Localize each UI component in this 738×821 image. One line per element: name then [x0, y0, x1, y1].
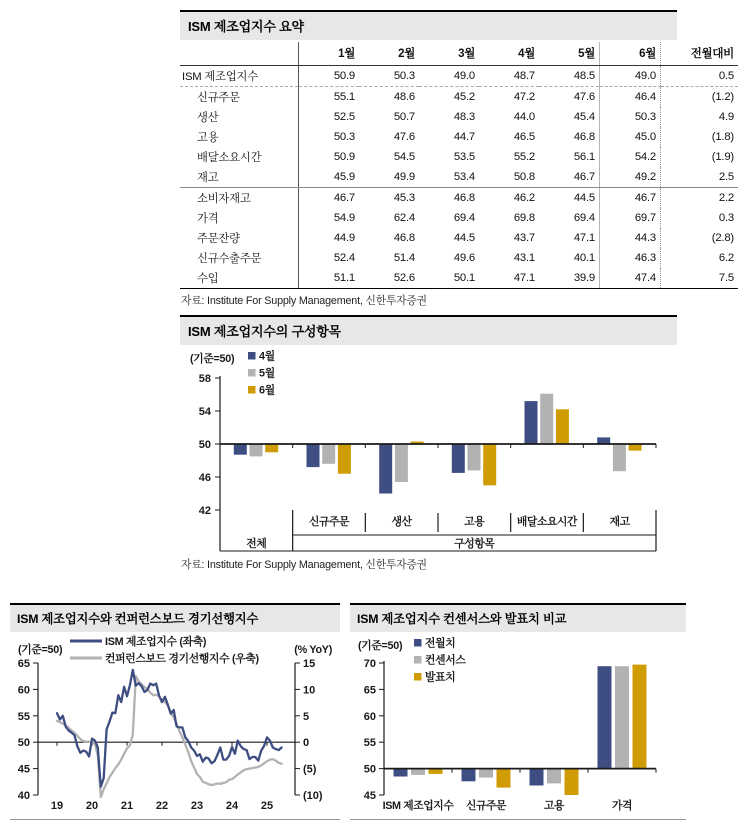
table-cell: 47.4 [600, 268, 661, 289]
y-tick-label: 60 [18, 684, 30, 696]
components-chart-section [180, 315, 677, 572]
table-cell: 43.7 [479, 228, 539, 248]
y-tick-label: 65 [364, 684, 376, 696]
y-tick-label: 0 [303, 737, 309, 749]
bar [497, 769, 511, 788]
table-cell: 50.3 [600, 107, 661, 127]
summary-table-source: 자료: Institute For Supply Management, 신한투자증권 [180, 293, 677, 308]
table-cell: 47.6 [359, 127, 419, 147]
bar [598, 666, 612, 768]
y-tick-label: (10) [303, 790, 323, 802]
table-cell: 46.8 [419, 188, 479, 209]
table-cell: 46.8 [359, 228, 419, 248]
bar [338, 444, 351, 474]
table-cell: 43.1 [479, 248, 539, 268]
series-line [57, 676, 282, 797]
y-tick-label: 70 [364, 658, 376, 670]
table-cell: 47.6 [539, 87, 600, 108]
bar [395, 444, 408, 482]
table-cell: 46.8 [539, 127, 600, 147]
table-row [180, 87, 738, 108]
table-cell: 56.1 [539, 147, 600, 167]
y-tick-label: 40 [18, 790, 30, 802]
ism-lei-line-chart [10, 632, 340, 819]
category-label: 재고 [610, 514, 631, 528]
table-cell: 0.5 [661, 66, 738, 87]
table-cell: 46.7 [539, 167, 600, 188]
table-cell: 45.4 [539, 107, 600, 127]
table-row [180, 188, 738, 209]
y-tick-label: (5) [303, 764, 317, 776]
ism-summary-table [180, 42, 738, 289]
legend-swatch [414, 656, 422, 664]
x-tick-label: 24 [226, 800, 239, 812]
table-cell: 53.5 [419, 147, 479, 167]
month-column-header: 6월 [600, 42, 661, 66]
bar [462, 769, 476, 782]
row-label: 수입 [180, 268, 299, 289]
table-cell: 48.5 [539, 66, 600, 87]
table-cell: 4.9 [661, 107, 738, 127]
table-cell: 50.3 [359, 66, 419, 87]
bar [250, 444, 263, 456]
table-cell: 50.8 [479, 167, 539, 188]
x-tick-label: 22 [156, 800, 168, 812]
row-label: 신규수출주문 [180, 248, 299, 268]
legend-label: 5월 [259, 366, 275, 380]
table-cell: 52.6 [359, 268, 419, 289]
category-label: 배달소요시간 [517, 514, 578, 528]
bar [307, 444, 320, 467]
table-cell: 50.7 [359, 107, 419, 127]
summary-table-title: ISM 제조업지수 요약 [180, 10, 677, 40]
x-tick-label: 20 [86, 800, 98, 812]
table-cell: 44.5 [419, 228, 479, 248]
table-row [180, 127, 738, 147]
table-cell: 49.9 [359, 167, 419, 188]
table-cell: 46.2 [479, 188, 539, 209]
month-column-header: 2월 [359, 42, 419, 66]
bar [234, 444, 247, 455]
table-cell: 45.0 [600, 127, 661, 147]
y-tick-label: 55 [18, 711, 30, 723]
y-tick-label: 55 [364, 737, 376, 749]
legend-label: 발표치 [425, 670, 455, 684]
y-tick-label: 45 [364, 790, 376, 802]
table-cell: 50.9 [299, 147, 360, 167]
table-cell: 49.6 [419, 248, 479, 268]
components-chart-title: ISM 제조업지수의 구성항목 [180, 315, 677, 345]
table-cell: 2.2 [661, 188, 738, 209]
bar [322, 444, 335, 464]
table-cell: 52.5 [299, 107, 360, 127]
row-label-column-header [180, 42, 299, 66]
category-label: ISM 제조업지수 [383, 798, 455, 812]
components-bar-chart [180, 345, 677, 553]
table-row [180, 268, 738, 289]
table-cell: 47.1 [479, 268, 539, 289]
table-cell: 47.2 [479, 87, 539, 108]
bar [394, 769, 408, 777]
group-label: 전체 [246, 536, 266, 550]
bar [597, 437, 610, 444]
table-cell: 45.2 [419, 87, 479, 108]
table-cell: 46.5 [479, 127, 539, 147]
table-cell: 55.2 [479, 147, 539, 167]
x-tick-label: 23 [191, 800, 203, 812]
legend-label: ISM 제조업지수 (좌축) [105, 634, 207, 648]
table-row [180, 147, 738, 167]
axis-unit-label: (기준=50) [358, 638, 403, 652]
legend-label: 전월치 [425, 636, 455, 650]
table-cell: 44.0 [479, 107, 539, 127]
table-cell: 0.3 [661, 208, 738, 228]
table-cell: 44.7 [419, 127, 479, 147]
table-cell: 39.9 [539, 268, 600, 289]
month-column-header: 전월대비 [661, 42, 738, 66]
table-row [180, 208, 738, 228]
table-cell: 69.4 [419, 208, 479, 228]
table-row [180, 107, 738, 127]
y-tick-label: 45 [18, 764, 30, 776]
row-label: 주문잔량 [180, 228, 299, 248]
table-cell: 45.3 [359, 188, 419, 209]
table-cell: 45.9 [299, 167, 360, 188]
consensus-chart-title: ISM 제조업지수 컨센서스와 발표치 비교 [350, 603, 686, 632]
bar [613, 444, 626, 471]
table-cell: 52.4 [299, 248, 360, 268]
left-axis-unit-label: (기준=50) [18, 642, 63, 656]
x-tick-label: 19 [51, 800, 63, 812]
y-tick-label: 42 [199, 505, 211, 517]
bar [483, 444, 496, 485]
table-cell: (1.8) [661, 127, 738, 147]
bar [565, 769, 579, 795]
table-cell: 62.4 [359, 208, 419, 228]
table-row [180, 66, 738, 87]
axis-unit-label: (기준=50) [190, 351, 235, 365]
month-column-header: 1월 [299, 42, 360, 66]
legend-swatch [414, 639, 422, 647]
table-row [180, 167, 738, 188]
summary-table-section [180, 10, 677, 308]
y-tick-label: 46 [199, 472, 211, 484]
y-tick-label: 65 [18, 658, 30, 670]
bar [265, 444, 278, 452]
table-cell: 69.4 [539, 208, 600, 228]
table-cell: 69.8 [479, 208, 539, 228]
row-label: ISM 제조업지수 [180, 66, 299, 87]
table-cell: 54.2 [600, 147, 661, 167]
legend-swatch [248, 352, 256, 360]
table-cell: 49.0 [419, 66, 479, 87]
bar [479, 769, 493, 778]
table-cell: 46.7 [299, 188, 360, 209]
category-label: 고용 [464, 515, 485, 528]
category-label: 신규주문 [466, 798, 507, 812]
table-cell: 49.0 [600, 66, 661, 87]
table-cell: 47.1 [539, 228, 600, 248]
table-cell: 54.5 [359, 147, 419, 167]
table-cell: 44.9 [299, 228, 360, 248]
table-cell: 51.4 [359, 248, 419, 268]
table-cell: 44.3 [600, 228, 661, 248]
table-cell: 51.1 [299, 268, 360, 289]
table-cell: (1.2) [661, 87, 738, 108]
y-tick-label: 60 [364, 711, 376, 723]
table-cell: 6.2 [661, 248, 738, 268]
table-cell: 69.7 [600, 208, 661, 228]
table-cell: 54.9 [299, 208, 360, 228]
y-tick-label: 50 [199, 439, 211, 451]
bar [629, 444, 642, 451]
row-label: 재고 [180, 167, 299, 188]
row-label: 신규주문 [180, 87, 299, 108]
row-label: 소비자재고 [180, 188, 299, 209]
bar [633, 665, 647, 769]
table-cell: 50.9 [299, 66, 360, 87]
table-cell: 49.2 [600, 167, 661, 188]
components-chart-source: 자료: Institute For Supply Management, 신한투자증권 [180, 557, 677, 572]
row-label: 배달소요시간 [180, 147, 299, 167]
row-label: 가격 [180, 208, 299, 228]
legend-swatch [248, 386, 256, 394]
table-cell: 55.1 [299, 87, 360, 108]
y-tick-label: 10 [303, 684, 315, 696]
category-label: 고용 [544, 799, 565, 812]
table-cell: 46.7 [600, 188, 661, 209]
table-cell: 46.4 [600, 87, 661, 108]
month-column-header: 3월 [419, 42, 479, 66]
consensus-chart-section [350, 603, 686, 821]
bar [379, 444, 392, 494]
x-tick-label: 21 [121, 800, 133, 812]
month-column-header: 5월 [539, 42, 600, 66]
table-cell: 7.5 [661, 268, 738, 289]
row-label: 생산 [180, 107, 299, 127]
bar [540, 394, 553, 444]
bar [525, 401, 538, 444]
legend-label: 컨센서스 [425, 653, 466, 667]
table-cell: 53.4 [419, 167, 479, 188]
bar [411, 769, 425, 775]
legend-label: 4월 [259, 349, 275, 363]
legend-swatch [248, 369, 256, 377]
table-cell: 40.1 [539, 248, 600, 268]
leading-index-chart-section [10, 603, 340, 821]
table-cell: 50.3 [299, 127, 360, 147]
table-cell: 2.5 [661, 167, 738, 188]
y-tick-label: 50 [18, 737, 30, 749]
category-label: 가격 [612, 798, 632, 812]
table-cell: (1.9) [661, 147, 738, 167]
bar [615, 666, 629, 768]
table-row [180, 228, 738, 248]
table-cell: 44.5 [539, 188, 600, 209]
table-cell: (2.8) [661, 228, 738, 248]
table-cell: 50.1 [419, 268, 479, 289]
bar [556, 409, 569, 444]
bar [530, 769, 544, 786]
legend-swatch [414, 673, 422, 681]
legend-label: 컨퍼런스보드 경기선행지수 (우축) [105, 651, 260, 665]
group-label: 구성항목 [454, 536, 495, 550]
table-cell: 48.7 [479, 66, 539, 87]
y-tick-label: 58 [199, 373, 211, 385]
category-label: 신규주문 [309, 514, 350, 528]
legend-label: 6월 [259, 383, 275, 397]
x-tick-label: 25 [261, 800, 273, 812]
month-column-header: 4월 [479, 42, 539, 66]
table-cell: 46.3 [600, 248, 661, 268]
table-cell: 48.3 [419, 107, 479, 127]
table-cell: 48.6 [359, 87, 419, 108]
y-tick-label: 50 [364, 764, 376, 776]
bar [452, 444, 465, 473]
consensus-bar-chart [350, 632, 686, 819]
right-axis-unit-label: (% YoY) [294, 644, 332, 656]
y-tick-label: 54 [199, 406, 212, 418]
bar [468, 444, 481, 470]
y-tick-label: 15 [303, 658, 315, 670]
leading-index-chart-title: ISM 제조업지수와 컨퍼런스보드 경기선행지수 [10, 603, 340, 632]
table-row [180, 248, 738, 268]
row-label: 고용 [180, 127, 299, 147]
y-tick-label: 5 [303, 711, 309, 723]
category-label: 생산 [392, 514, 413, 528]
bar [547, 769, 561, 784]
